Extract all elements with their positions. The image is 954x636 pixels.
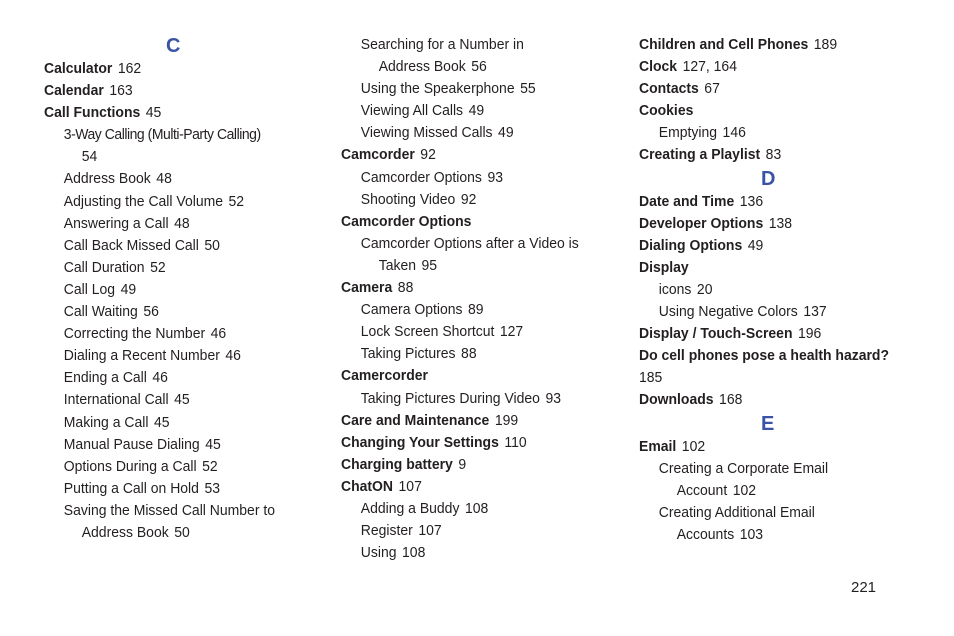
index-term: Accounts xyxy=(676,525,735,543)
index-term: Date and Time xyxy=(639,192,735,210)
index-term: Address Book xyxy=(63,170,151,188)
index-continuation xyxy=(341,255,589,277)
index-term: Adjusting the Call Volume xyxy=(63,192,224,210)
index-term: Taking Pictures During Video xyxy=(360,389,540,407)
page-reference[interactable]: 49 xyxy=(468,102,485,120)
index-term: Creating Additional Email xyxy=(658,503,815,521)
page-reference[interactable]: 103 xyxy=(739,525,764,543)
index-term: Call Duration xyxy=(63,258,145,276)
index-term: Viewing All Calls xyxy=(360,102,464,120)
index-entry xyxy=(639,323,906,345)
page-reference[interactable]: 93 xyxy=(487,168,504,186)
page-reference[interactable]: 137 xyxy=(803,303,827,321)
index-term: Changing Your Settings xyxy=(341,433,499,451)
index-term: Do cell phones pose a health hazard? xyxy=(639,347,890,365)
index-term: Adding a Buddy xyxy=(360,499,460,517)
page-reference[interactable]: 56 xyxy=(143,303,159,321)
page-reference[interactable]: 89 xyxy=(468,301,484,319)
index-entry xyxy=(341,211,589,233)
index-subentry xyxy=(341,388,589,410)
index-subentry xyxy=(44,191,292,213)
index-term: Using xyxy=(360,544,397,562)
page-reference[interactable]: 108 xyxy=(402,544,426,562)
page-reference[interactable]: 49 xyxy=(498,124,514,142)
index-term: Contacts xyxy=(639,80,699,98)
page-reference[interactable]: 93 xyxy=(545,389,562,407)
index-subentry xyxy=(341,78,589,100)
index-subentry xyxy=(639,458,906,480)
page-reference[interactable]: 102 xyxy=(732,481,757,499)
page-reference[interactable]: 88 xyxy=(461,345,477,363)
page-reference[interactable]: 46 xyxy=(210,325,227,343)
page-reference[interactable]: 56 xyxy=(471,58,487,76)
index-term: ChatON xyxy=(341,477,394,495)
page-reference[interactable]: 46 xyxy=(152,369,168,387)
index-term: Making a Call xyxy=(63,413,149,431)
index-entry xyxy=(341,144,589,166)
page-reference[interactable]: 162 xyxy=(117,60,142,77)
index-term: Calculator xyxy=(44,60,113,77)
index-subentry xyxy=(44,124,292,146)
index-subentry xyxy=(341,498,589,520)
index-entry xyxy=(341,365,589,387)
index-term: Register xyxy=(360,522,413,540)
index-subentry xyxy=(341,122,589,144)
section-letter-c: C xyxy=(166,35,181,57)
page-reference[interactable]: 48 xyxy=(174,214,190,232)
index-term: Emptying xyxy=(658,124,718,142)
page-reference[interactable]: 163 xyxy=(109,82,133,100)
index-term: Dialing Options xyxy=(639,236,743,254)
page-reference[interactable]: 199 xyxy=(494,411,519,429)
page-reference[interactable]: 185 xyxy=(639,369,663,387)
index-term: Care and Maintenance xyxy=(341,411,490,429)
index-subentry xyxy=(341,34,589,56)
index-entry xyxy=(639,213,906,235)
index-subentry xyxy=(44,235,292,257)
index-term: Taking Pictures xyxy=(360,345,456,363)
page-reference[interactable]: 45 xyxy=(205,435,221,453)
index-subentry xyxy=(341,100,589,122)
index-subentry xyxy=(44,434,292,456)
index-term: Camcorder Options xyxy=(341,212,472,230)
index-column-2 xyxy=(341,34,611,564)
index-term: Address Book xyxy=(81,523,169,541)
index-subentry xyxy=(44,478,292,500)
index-term: Using the Speakerphone xyxy=(360,80,515,98)
index-entry xyxy=(44,58,292,80)
page-reference[interactable]: 45 xyxy=(145,104,162,122)
page-reference[interactable]: 196 xyxy=(798,325,822,343)
page-reference[interactable]: 45 xyxy=(174,391,190,409)
index-entry xyxy=(639,34,906,56)
page-reference[interactable]: 107 xyxy=(418,522,442,540)
index-term: Searching for a Number in xyxy=(360,36,524,53)
index-term: Answering a Call xyxy=(63,214,169,232)
index-continuation xyxy=(639,480,906,502)
page-reference[interactable]: 53 xyxy=(204,479,221,497)
index-subentry xyxy=(44,279,292,301)
page-reference[interactable]: 54 xyxy=(81,148,98,166)
index-subentry xyxy=(44,168,292,190)
page-reference[interactable]: 108 xyxy=(464,499,489,517)
index-term: Account xyxy=(676,481,728,499)
page-reference[interactable]: 168 xyxy=(719,391,743,409)
page-reference[interactable]: 52 xyxy=(150,258,166,276)
index-column-1 xyxy=(44,34,314,544)
page-reference[interactable]: 49 xyxy=(747,236,764,254)
index-entry xyxy=(639,56,906,78)
index-entry xyxy=(341,476,589,498)
page-reference[interactable]: 9 xyxy=(458,455,467,473)
index-continuation xyxy=(639,524,906,546)
index-entry xyxy=(44,102,292,124)
index-subentry xyxy=(341,542,589,564)
page-reference[interactable]: 102 xyxy=(681,437,706,455)
section-letter-d: D xyxy=(761,167,776,190)
index-term: Correcting the Number xyxy=(63,325,206,343)
index-term: Putting a Call on Hold xyxy=(63,479,199,497)
page-reference[interactable]: 50 xyxy=(174,523,190,541)
index-column-3 xyxy=(639,34,929,546)
index-term: Using Negative Colors xyxy=(658,303,798,321)
index-continuation xyxy=(639,367,906,389)
index-term: Cookies xyxy=(639,102,694,120)
page-reference[interactable]: 127 xyxy=(499,323,524,341)
page-reference[interactable]: 95 xyxy=(421,256,438,274)
index-term: Call Back Missed Call xyxy=(63,236,199,254)
page-number: 221 xyxy=(851,579,877,596)
index-subentry xyxy=(639,502,906,524)
index-entry xyxy=(639,191,906,213)
index-subentry xyxy=(341,189,589,211)
index-subentry xyxy=(44,389,292,411)
index-subentry xyxy=(639,122,906,144)
index-subentry xyxy=(341,299,589,321)
index-term: Creating a Playlist xyxy=(639,146,761,164)
index-term: Camera xyxy=(341,279,393,297)
page-reference[interactable]: 83 xyxy=(765,146,782,164)
index-entry xyxy=(341,410,589,432)
index-subentry xyxy=(341,321,589,343)
index-subentry xyxy=(44,301,292,323)
page-reference[interactable]: 49 xyxy=(120,280,137,298)
page-reference[interactable]: 52 xyxy=(228,192,245,210)
index-subentry xyxy=(44,456,292,478)
page-reference[interactable]: 20 xyxy=(696,280,713,298)
index-subentry xyxy=(341,167,589,189)
index-subentry xyxy=(44,412,292,434)
index-entry xyxy=(44,80,292,102)
index-term: Lock Screen Shortcut xyxy=(360,323,495,341)
index-term: Dialing a Recent Number xyxy=(63,347,220,365)
index-term: Options During a Call xyxy=(63,457,197,475)
index-subentry xyxy=(44,367,292,389)
index-entry xyxy=(639,345,906,367)
index-term: Manual Pause Dialing xyxy=(63,435,200,453)
index-term: Calendar xyxy=(44,82,104,100)
index-continuation xyxy=(44,146,292,168)
index-term: Camcorder xyxy=(341,146,415,164)
index-subentry xyxy=(639,279,906,301)
page-reference[interactable]: 48 xyxy=(156,170,172,188)
index-term: Saving the Missed Call Number to xyxy=(63,501,276,519)
index-term: Charging battery xyxy=(341,455,453,473)
index-term: icons xyxy=(658,280,692,298)
page-reference[interactable]: 110 xyxy=(504,433,527,451)
index-entry xyxy=(639,144,906,166)
index-entry xyxy=(639,257,906,279)
page-reference[interactable]: 146 xyxy=(722,124,746,142)
page-reference[interactable]: 88 xyxy=(397,279,414,297)
index-entry xyxy=(639,100,906,122)
index-subentry xyxy=(44,345,292,367)
index-term: Call Functions xyxy=(44,104,141,122)
index-entry xyxy=(639,235,906,257)
index-entry xyxy=(639,78,906,100)
index-term: Call Log xyxy=(63,280,116,298)
index-subentry xyxy=(639,301,906,323)
index-term: Viewing Missed Calls xyxy=(360,124,493,142)
page-reference[interactable]: 50 xyxy=(204,236,220,254)
index-term: Address Book xyxy=(378,58,466,76)
index-continuation xyxy=(44,522,292,544)
index-term: 3-Way Calling (Multi-Party Calling) xyxy=(63,126,261,144)
index-term: Downloads xyxy=(639,391,714,409)
index-term: Developer Options xyxy=(639,214,764,232)
index-term: Display xyxy=(639,258,689,276)
index-subentry xyxy=(44,323,292,345)
index-term: Camera Options xyxy=(360,301,463,319)
index-subentry xyxy=(341,233,589,255)
index-term: Creating a Corporate Email xyxy=(658,459,829,477)
page-reference[interactable]: 127, 164 xyxy=(682,58,737,76)
page-reference[interactable]: 92 xyxy=(460,190,477,208)
page-reference[interactable]: 107 xyxy=(398,477,422,495)
index-continuation xyxy=(341,56,589,78)
index-entry xyxy=(341,454,589,476)
index-term: Ending a Call xyxy=(63,369,147,387)
page-reference[interactable]: 46 xyxy=(225,347,241,365)
page-reference[interactable]: 92 xyxy=(420,146,436,164)
section-letter-e: E xyxy=(761,412,775,435)
index-entry xyxy=(639,389,906,411)
index-term: International Call xyxy=(63,391,169,409)
index-entry xyxy=(341,432,589,454)
index-term: Taken xyxy=(378,256,417,274)
index-term: Shooting Video xyxy=(360,190,456,208)
index-entry xyxy=(639,436,906,458)
index-term: Camcorder Options after a Video is xyxy=(360,234,579,252)
page-reference[interactable]: 52 xyxy=(202,457,218,475)
page-reference[interactable]: 189 xyxy=(813,36,838,53)
page-reference[interactable]: 138 xyxy=(768,214,793,232)
index-subentry xyxy=(341,520,589,542)
index-term: Camcorder Options xyxy=(360,168,482,186)
index-term: Display / Touch-Screen xyxy=(639,325,793,343)
index-term: Email xyxy=(639,437,677,455)
index-subentry xyxy=(44,257,292,279)
index-subentry xyxy=(341,343,589,365)
page-reference[interactable]: 136 xyxy=(739,192,764,210)
index-term: Call Waiting xyxy=(63,303,138,321)
index-term: Clock xyxy=(639,58,678,76)
index-term: Children and Cell Phones xyxy=(639,36,809,53)
index-entry xyxy=(341,277,589,299)
page-reference[interactable]: 55 xyxy=(520,80,536,98)
index-term: Camercorder xyxy=(341,367,428,385)
index-subentry xyxy=(44,213,292,235)
page-reference[interactable]: 67 xyxy=(704,80,720,98)
index-subentry xyxy=(44,500,292,522)
page-reference[interactable]: 45 xyxy=(153,413,170,431)
